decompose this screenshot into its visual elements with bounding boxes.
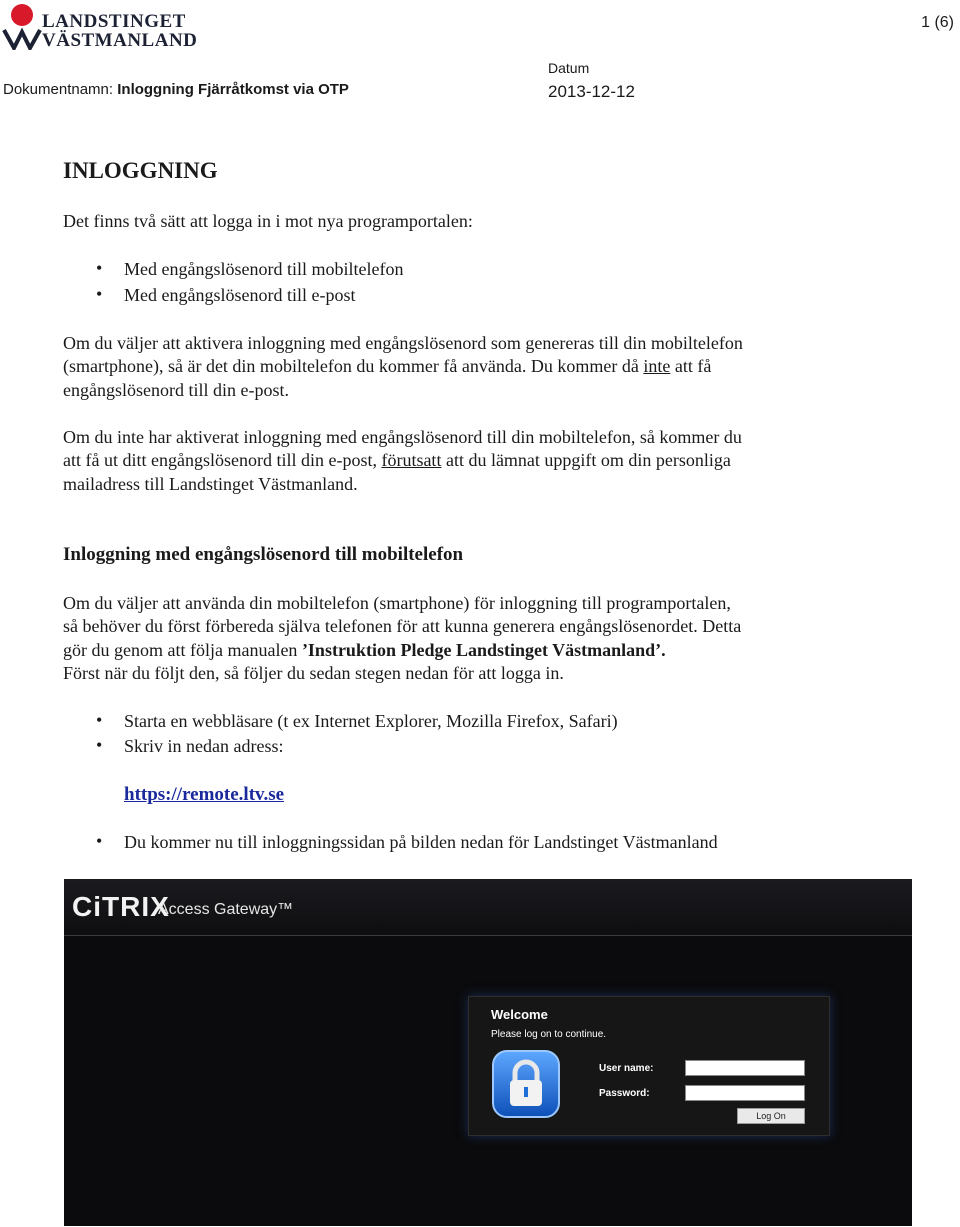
date-label: Datum	[548, 60, 590, 76]
paragraph-1-line-1: Om du väljer att aktivera inloggning med engångslösenord som genereras till din mobiltelefon	[63, 333, 743, 353]
intro-text: Det finns två sätt att logga in i mot nya programportalen:	[63, 211, 473, 231]
paragraph-2-line-1: Om du inte har aktiverat inloggning med engångslösenord till din mobiltelefon, så kommer du	[63, 427, 742, 447]
citrix-brand: CiTRIX	[72, 891, 170, 922]
page-title: INLOGGNING	[63, 158, 218, 183]
text-span: att få ut ditt engångslösenord till din e-post,	[63, 450, 382, 471]
bullet-icon: •	[96, 284, 103, 304]
paragraph-3	[63, 592, 863, 685]
text-span: (smartphone), så är det din mobiltelefon du kommer få använda. Du kommer då	[63, 356, 644, 377]
option-item: Med engångslösenord till mobiltelefon	[124, 259, 404, 279]
step-item: Skriv in nedan adress:	[124, 736, 284, 756]
paragraph-2-line-2	[63, 449, 863, 472]
bullet-icon: •	[96, 735, 103, 755]
step-item: Du kommer nu till inloggningssidan på bilden nedan för Landstinget Västmanland	[124, 832, 718, 852]
text-span: gör du genom att följa manualen	[63, 639, 302, 660]
please-log-on-text: Please log on to continue.	[491, 1029, 607, 1040]
underlined-text: förutsatt	[381, 450, 442, 471]
page-number: 1 (6)	[921, 14, 954, 31]
document-name-value: Inloggning Fjärråtkomst via OTP	[117, 81, 349, 98]
logo-line-1: LANDSTINGET	[42, 11, 186, 32]
underlined-text: inte	[643, 356, 671, 377]
bullet-icon: •	[96, 258, 103, 278]
date-value: 2013-12-12	[548, 82, 635, 101]
user-name-label: User name:	[599, 1063, 654, 1074]
manual-reference: ’Instruktion Pledge Landstinget Västmanland’.	[301, 639, 666, 660]
paragraph-3-line-2: så behöver du först förbereda själva telefonen för att kunna generera engångslösenordet. Detta	[63, 616, 742, 637]
paragraph-1-line-3: engångslösenord till din e-post.	[63, 379, 289, 400]
option-item: Med engångslösenord till e-post	[124, 285, 356, 305]
remote-url-link[interactable]: https://remote.ltv.se	[124, 784, 285, 805]
bullet-icon: •	[96, 710, 103, 730]
lock-icon	[491, 1049, 561, 1119]
password-input[interactable]	[685, 1085, 805, 1101]
access-gateway-title: Access Gateway™	[158, 901, 294, 918]
text-span: att få	[670, 356, 712, 377]
paragraph-2	[63, 426, 863, 496]
section-heading: Inloggning med engångslösenord till mobiltelefon	[63, 544, 464, 565]
log-on-button[interactable]: Log On	[737, 1108, 805, 1124]
bullet-icon: •	[96, 831, 103, 851]
welcome-heading: Welcome	[491, 1007, 548, 1022]
logo-line-2: VÄSTMANLAND	[42, 30, 198, 51]
landstinget-logo	[2, 2, 198, 52]
paragraph-3-line-1: Om du väljer att använda din mobiltelefon (smartphone) för inloggning till programportalen,	[63, 593, 731, 613]
citrix-header-bar	[64, 879, 912, 936]
document-name-label: Dokumentnamn:	[3, 81, 118, 98]
citrix-login-screenshot	[64, 879, 912, 1226]
paragraph-3-line-3	[63, 639, 863, 662]
paragraph-2-line-3: mailadress till Landstinget Västmanland.	[63, 473, 358, 494]
paragraph-1-line-2	[63, 355, 863, 378]
password-label: Password:	[599, 1088, 650, 1099]
document-name	[3, 81, 349, 98]
paragraph-3-line-4: Först när du följt den, så följer du sedan stegen nedan för att logga in.	[63, 662, 564, 683]
text-span: att du lämnat uppgift om din personliga	[441, 450, 731, 471]
paragraph-1	[63, 332, 863, 402]
logo-figure-icon	[2, 2, 42, 50]
login-panel	[468, 996, 830, 1136]
user-name-input[interactable]	[685, 1060, 805, 1076]
step-item: Starta en webbläsare (t ex Internet Explorer, Mozilla Firefox, Safari)	[124, 711, 618, 731]
